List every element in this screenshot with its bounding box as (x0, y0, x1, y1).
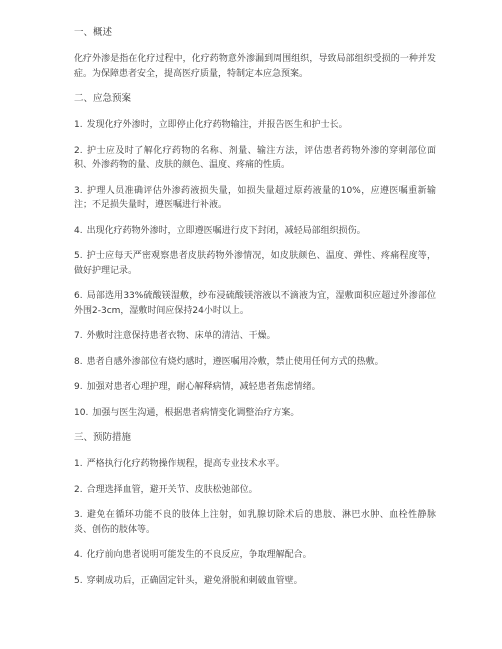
section-3-list (74, 457, 436, 599)
item-text: 护士应及时了解化疗药物的名称、剂量、输注方法，评估患者药物外渗的穿刺部位面积、外渗药物的量、皮肤的颜色、温度、疼痛的性质。 (74, 145, 436, 170)
section-1-text: 化疗外渗是指在化疗过程中，化疗药物意外渗漏到周围组织，导致局部组织受损的一种并发症。为保障患者安全，提高医疗质量，特制定本应急预案。 (74, 54, 436, 79)
item-number: 5. (74, 251, 83, 261)
item-text: 避免在循环功能不良的肢体上注射，如乳腺切除术后的患肢、淋巴水肿、血栓性静脉炎、创伤的肢体等。 (74, 510, 436, 535)
item-number: 10. (74, 407, 89, 418)
item-number: 8. (74, 356, 83, 367)
item-text: 局部选用33%硫酸镁湿敷，纱布浸硫酸镁溶液以不滴液为宜，湿敷面积应超过外渗部位外围2-3cm，湿敷时间应保持24小时以上。 (74, 291, 436, 316)
section-1-title: 一、概述 (74, 27, 113, 38)
list-item (74, 548, 436, 563)
list-item (74, 224, 436, 239)
item-number: 6. (74, 291, 83, 301)
item-number: 5. (74, 575, 83, 586)
item-number: 7. (74, 331, 83, 341)
list-item (74, 380, 436, 395)
item-number: 1. (74, 459, 83, 469)
item-text: 护理人员准确评估外渗药液损失量，如损失量超过原药液量的10%，应遵医嘱重新输注；不足损失量时，遵医嘱进行补液。 (74, 185, 436, 210)
item-text: 加强与医生沟通，根据患者病情变化调整治疗方案。 (92, 407, 300, 418)
list-item (74, 574, 436, 589)
section-2-list (74, 118, 436, 431)
list-item (74, 144, 436, 173)
list-item (74, 483, 436, 498)
list-item (74, 184, 436, 213)
list-item (74, 457, 436, 472)
item-number: 1. (74, 120, 83, 130)
item-text: 发现化疗外渗时，立即停止化疗药物输注，并报告医生和护士长。 (86, 120, 348, 130)
list-item (74, 329, 436, 344)
item-number: 3. (74, 510, 83, 520)
item-number: 2. (74, 484, 83, 495)
section-2-title: 二、应急预案 (74, 93, 132, 104)
item-text: 化疗前向患者说明可能发生的不良反应，争取理解配合。 (86, 550, 312, 560)
item-text: 合理选择血管，避开关节、皮肤松弛部位。 (86, 484, 258, 495)
list-item (74, 118, 436, 133)
item-text: 出现化疗药物外渗时，立即遵医嘱进行皮下封闭，减轻局部组织损伤。 (86, 225, 366, 236)
item-number: 2. (74, 145, 83, 156)
item-number: 4. (74, 550, 83, 560)
item-text: 严格执行化疗药物操作规程，提高专业技术水平。 (86, 459, 285, 469)
item-number: 4. (74, 225, 83, 236)
item-text: 穿刺成功后，正确固定针头，避免滑脱和刺破血管壁。 (86, 575, 303, 586)
list-item (74, 249, 436, 278)
item-number: 3. (74, 185, 83, 196)
item-text: 护士应每天严密观察患者皮肤药物外渗情况，如皮肤颜色、温度、弹性、疼痛程度等，做好护理记录。 (74, 251, 436, 276)
item-text: 加强对患者心理护理，耐心解释病情，减轻患者焦虑情绪。 (86, 382, 321, 392)
item-text: 外敷时注意保持患者衣物、床单的清洁、干燥。 (86, 331, 276, 341)
list-item (74, 355, 436, 370)
item-number: 9. (74, 382, 83, 392)
list-item (74, 508, 436, 537)
document-page (74, 26, 436, 599)
section-3-title: 三、预防措施 (74, 432, 132, 443)
list-item (74, 406, 436, 421)
list-item (74, 289, 436, 318)
item-text: 患者自感外渗部位有烧灼感时，遵医嘱用冷敷，禁止使用任何方式的热敷。 (86, 356, 384, 367)
